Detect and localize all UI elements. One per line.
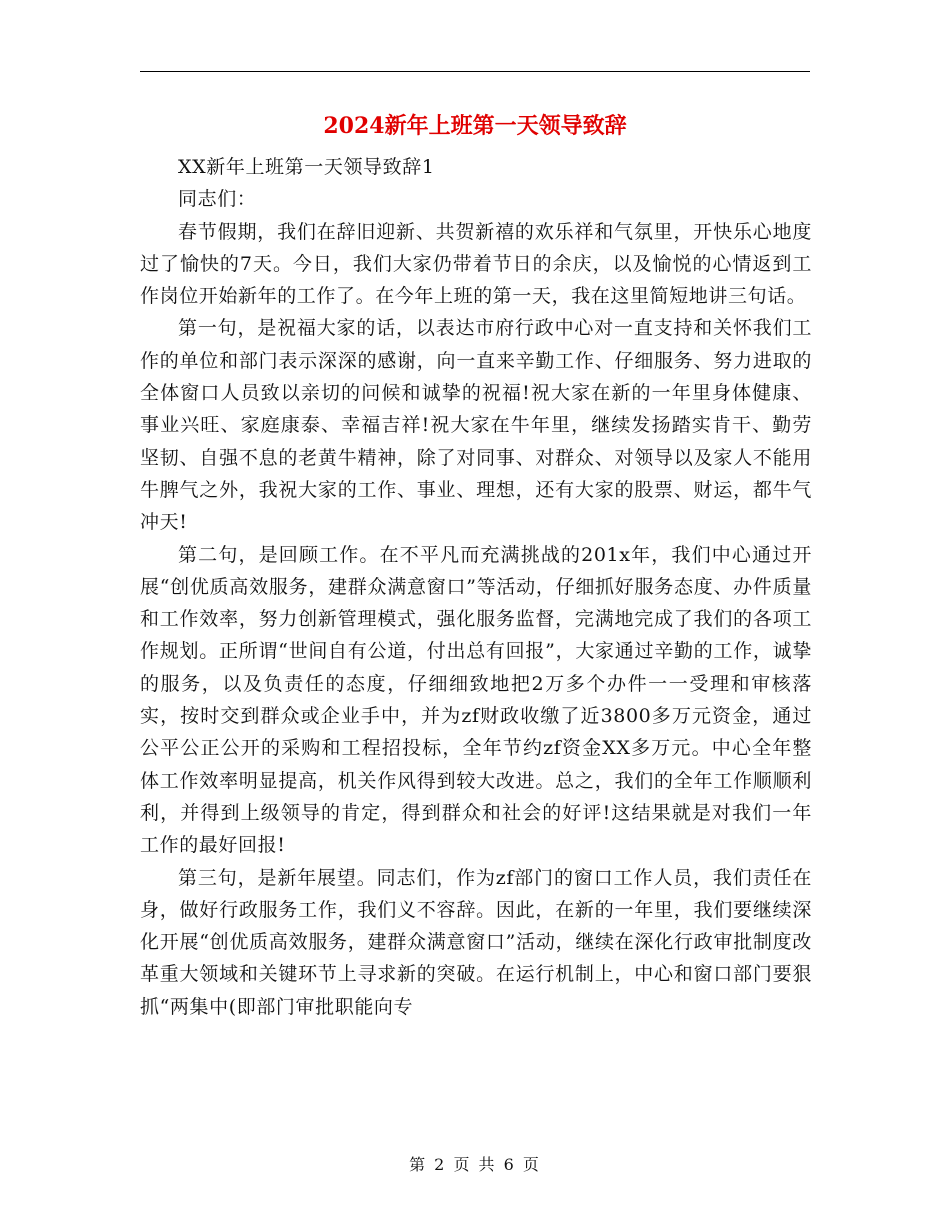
page-number: 第 2 页 共 6 页: [409, 1155, 541, 1174]
subtitle-line: XX新年上班第一天领导致辞1: [178, 156, 435, 178]
header-rule: [140, 71, 810, 72]
paragraph-intro: 春节假期，我们在辞旧迎新、共贺新禧的欢乐祥和气氛里，开快乐心地度过了愉快的7天。今日，我们大家仍带着节日的余庆，以及愉悦的心情返到工作岗位开始新年的工作了。在今年上班的第一天，我在这里简短地讲三句话。: [140, 220, 812, 308]
document-body: [140, 151, 812, 1023]
paragraph-third-point: 第三句，是新年展望。同志们，作为zf部门的窗口工作人员，我们责任在身，做好行政服务工作，我们义不容辞。因此，在新的一年里，我们要继续深化开展“创优质高效服务，建群众满意窗口”活动，继续在深化行政审批制度改革重大领域和关键环节上寻求新的突破。在运行机制上，中心和窗口部门要狠抓“两集中(即部门审批职能向专: [140, 866, 812, 1018]
document-title: 2024新年上班第一天领导致辞: [323, 113, 627, 139]
salutation: 同志们：: [178, 188, 257, 211]
paragraph-second-point: 第二句，是回顾工作。在不平凡而充满挑战的201x年，我们中心通过开展“创优质高效服务，建群众满意窗口”等活动，仔细抓好服务态度、办件质量和工作效率，努力创新管理模式，强化服务监督，完满地完成了我们的各项工作规划。正所谓“世间自有公道，付出总有回报”，大家通过辛勤的工作，诚挚的服务，以及负责任的态度，仔细细致地把2万多个办件一一受理和审核落实，按时交到群众或企业手中，并为zf财政收缴了近3800多万元资金，通过公平公正公开的采购和工程招投标，全年节约zf资金XX多万元。中心全年整体工作效率明显提高，机关作风得到较大改进。总之，我们的全年工作顺顺利利，并得到上级领导的肯定，得到群众和社会的好评!这结果就是对我们一年工作的最好回报!: [140, 543, 812, 857]
paragraph-first-point: 第一句，是祝福大家的话，以表达市府行政中心对一直支持和关怀我们工作的单位和部门表示深深的感谢，向一直来辛勤工作、仔细服务、努力进取的全体窗口人员致以亲切的问候和诚挚的祝福!祝大家在新的一年里身体健康、事业兴旺、家庭康泰、幸福吉祥!祝大家在牛年里，继续发扬踏实肯干、勤劳坚韧、自强不息的老黄牛精神，除了对同事、对群众、对领导以及家人不能用牛脾气之外，我祝大家的工作、事业、理想，还有大家的股票、财运，都牛气冲天!: [140, 317, 812, 534]
